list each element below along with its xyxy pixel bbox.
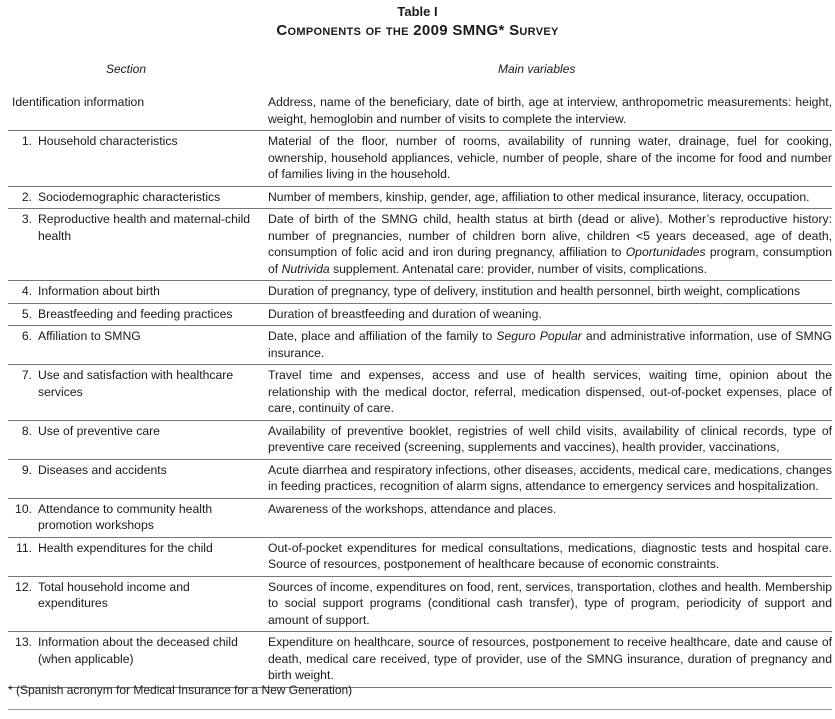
italic-term: Seguro Popular <box>496 329 582 343</box>
section-cell <box>8 632 268 688</box>
section-cell <box>8 326 268 365</box>
section-name: Attendance to community health promotion workshops <box>38 501 213 532</box>
section-name: Total household income and expenditures <box>38 579 190 610</box>
variables-cell <box>268 537 832 576</box>
variables-text: Material of the floor, number of rooms, availability of running water, drainage, fuel for cooking, ownership, household appliances, vehicle, number of people, share of the income for food and number of families living in the household. <box>268 134 832 181</box>
table-row <box>8 576 832 632</box>
variables-text: and administrative information, use of SMNG insurance. <box>268 329 832 360</box>
table-row <box>8 92 832 131</box>
section-cell <box>8 209 268 281</box>
footnote: * (Spanish acronym for Medical Insurance for a New Generation) <box>8 683 353 697</box>
section-name: Household characteristics <box>38 134 178 148</box>
variables-cell <box>268 281 832 304</box>
section-number: 5. <box>21 306 32 321</box>
section-name: Health expenditures for the child <box>38 540 213 555</box>
variables-cell <box>268 92 832 131</box>
section-number: 9. <box>21 462 32 477</box>
variables-cell <box>268 498 832 537</box>
section-cell <box>8 281 268 304</box>
bottom-rule <box>8 709 832 710</box>
variables-text: Expenditure on healthcare, source of resources, postponement to receive healthcare, date and cause of death, medical care received, type of provider, use of the SMNG insurance, duration of pregnancy and birth weight. <box>268 635 832 682</box>
section-cell <box>8 537 268 576</box>
table-row <box>8 420 832 459</box>
section-number: 6. <box>21 329 32 343</box>
variables-cell <box>268 131 832 187</box>
section-number: 2. <box>21 189 32 204</box>
table-label: Table I <box>397 4 438 19</box>
section-cell <box>8 498 268 537</box>
variables-cell <box>268 209 832 281</box>
section-name: Diseases and accidents <box>38 462 167 477</box>
table-row <box>8 537 832 576</box>
variables-cell <box>268 576 832 632</box>
table-row <box>8 131 832 187</box>
section-cell <box>8 365 268 421</box>
variables-text: Date of birth of the SMNG child, health status at birth (dead or alive). Mother’s reproductive history: number of pregnancies, number of children born alive, children <5 years deceased, age of death, consumption of folic acid and iron during pregnancy, affiliation to <box>268 212 832 259</box>
variables-cell <box>268 303 832 326</box>
section-name: Information about birth <box>38 284 160 298</box>
variables-text: Address, name of the beneficiary, date of birth, age at interview, anthropometric measurements: height, weight, hemoglobin and number of visits to complete the interview. <box>268 95 832 126</box>
section-name: Use and satisfaction with healthcare services <box>38 368 234 399</box>
section-number: 10. <box>15 501 32 516</box>
section-name: Breastfeeding and feeding practices <box>38 306 233 321</box>
section-cell <box>8 420 268 459</box>
section-number: 4. <box>21 284 32 298</box>
table-row <box>8 326 832 365</box>
section-name: Information about the deceased child (when applicable) <box>38 635 238 666</box>
variables-cell <box>268 420 832 459</box>
section-name: Reproductive health and maternal-child health <box>38 212 251 243</box>
section-number: 1. <box>21 134 32 148</box>
section-cell <box>8 92 268 131</box>
variables-text: Number of members, kinship, gender, age, affiliation to other medical insurance, literacy, occupation. <box>268 189 810 204</box>
variables-text: Duration of pregnancy, type of delivery, institution and health personnel, birth weight, complications <box>268 284 801 298</box>
section-number: 12. <box>15 579 32 594</box>
variables-text: Travel time and expenses, access and use of health services, waiting time, opinion about the relationship with the medical doctor, referral, medication dispensed, out-of-pocket expenses, place of care, continuity of care. <box>268 368 832 415</box>
variables-text: Awareness of the workshops, attendance and places. <box>268 501 557 516</box>
section-number: 7. <box>21 368 32 382</box>
section-name: Use of preventive care <box>38 423 160 438</box>
table-row <box>8 632 832 688</box>
italic-term: Oportunidades <box>625 245 706 259</box>
table-row <box>8 209 832 281</box>
column-header-variables: Main variables <box>498 62 576 76</box>
section-name: Identification information <box>12 95 145 109</box>
table-row <box>8 281 832 304</box>
section-number: 11. <box>15 540 32 555</box>
variables-cell <box>268 326 832 365</box>
section-name: Affiliation to SMNG <box>38 329 141 343</box>
variables-text: Sources of income, expenditures on food, rent, services, transportation, clothes and health. Membership to social support programs (conditional cash transfer), type of program, periodicity of support and amount of support. <box>268 579 832 627</box>
table-title: Components of the 2009 SMNG* Survey <box>276 22 559 39</box>
variables-cell <box>268 632 832 688</box>
variables-text: supplement. Antenatal care: provider, number of visits, complications. <box>329 261 707 276</box>
section-cell <box>8 186 268 209</box>
variables-cell <box>268 186 832 209</box>
section-name: Sociodemographic characteristics <box>38 189 221 204</box>
variables-text: Date, place and affiliation of the family to <box>268 329 497 343</box>
table-row <box>8 186 832 209</box>
table-row <box>8 459 832 498</box>
variables-text: Out-of-pocket expenditures for medical consultations, medications, diagnostic tests and hospital care. Source of resources, postponement of healthcare because of economic constraints. <box>268 540 832 571</box>
section-number: 3. <box>21 212 32 226</box>
section-cell <box>8 303 268 326</box>
variables-cell <box>268 459 832 498</box>
survey-components-table <box>8 92 832 688</box>
variables-text: Acute diarrhea and respiratory infections, other diseases, accidents, medical care, medications, changes in feeding practices, recognition of alarm signs, attendance to emergency services and hospitalization. <box>268 462 832 493</box>
variables-text: program, consumption of <box>268 245 832 276</box>
table-row <box>8 498 832 537</box>
variables-text: Availability of preventive booklet, registries of well child visits, availability of clinical records, type of preventive care received (screening, supplements and vaccines), health provider, vaccinations, <box>268 423 832 454</box>
variables-cell <box>268 365 832 421</box>
column-header-section: Section <box>106 62 147 76</box>
table-row <box>8 303 832 326</box>
section-cell <box>8 459 268 498</box>
variables-text: Duration of breastfeeding and duration of weaning. <box>268 306 542 321</box>
section-number: 13. <box>15 635 32 649</box>
italic-term: Nutrivida <box>281 261 330 276</box>
table-row <box>8 365 832 421</box>
section-cell <box>8 576 268 632</box>
section-number: 8. <box>21 423 32 438</box>
section-cell <box>8 131 268 187</box>
